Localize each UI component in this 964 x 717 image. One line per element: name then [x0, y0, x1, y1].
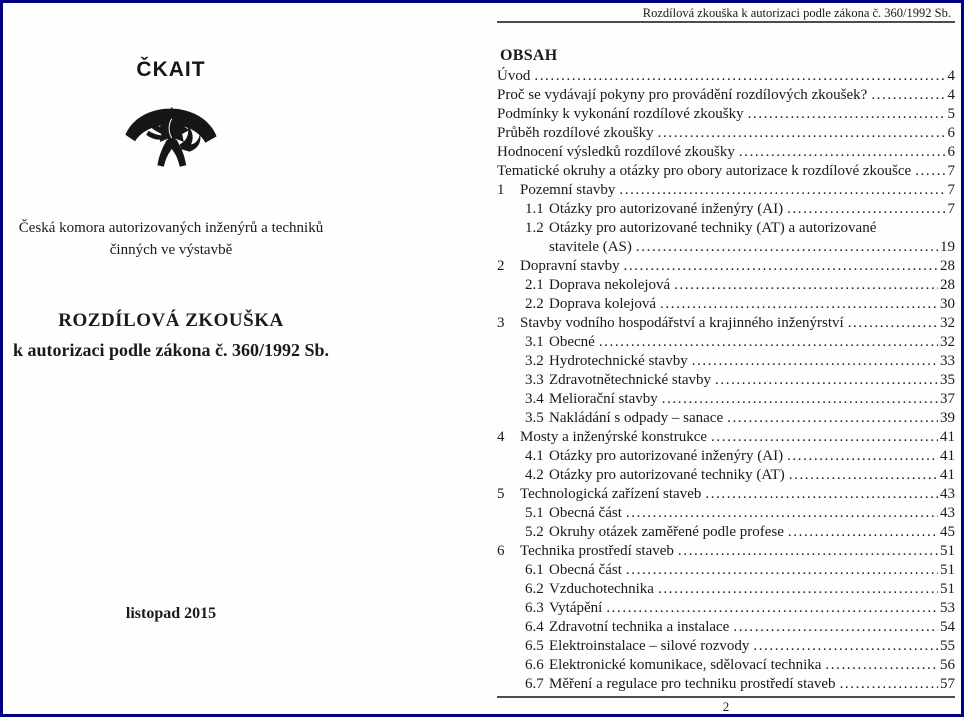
toc-entry [497, 542, 955, 561]
toc-entry-number: 6.2 [525, 581, 544, 597]
toc-dot-leader [626, 504, 938, 523]
toc-dot-leader [636, 238, 938, 257]
toc-entry-page: 32 [940, 334, 955, 350]
toc-entry [497, 257, 955, 276]
toc-dot-leader [748, 105, 945, 124]
toc-entry-number: 5.2 [525, 524, 544, 540]
toc-dot-leader [626, 561, 938, 580]
toc-dot-leader [727, 409, 938, 428]
toc-entry-label: Úvod [497, 68, 531, 84]
toc-entry-page: 35 [940, 372, 955, 388]
toc-entry-number: 5 [497, 486, 505, 502]
toc-entry-label: Doprava kolejová [549, 296, 657, 312]
toc-entry-page: 4 [947, 68, 955, 84]
toc-dot-leader [660, 295, 938, 314]
toc-entry-label: Otázky pro autorizované inženýry (AI) [549, 201, 784, 217]
toc-entry [525, 504, 955, 523]
toc-entry [497, 67, 955, 86]
toc-entry-page: 41 [940, 448, 955, 464]
footer-rule [497, 696, 955, 698]
toc-dot-leader [915, 162, 945, 181]
toc-dot-leader [678, 542, 938, 561]
toc-entry-page: 45 [940, 524, 955, 540]
toc-dot-leader [733, 618, 938, 637]
toc-entry [525, 599, 955, 618]
toc-entry [525, 390, 955, 409]
toc-entry-number: 3.3 [525, 372, 544, 388]
toc-entry-label: Hydrotechnické stavby [549, 353, 688, 369]
toc-entry-page: 28 [940, 258, 955, 274]
toc-entry-number: 3.2 [525, 353, 544, 369]
ckait-logo-emblem [119, 82, 223, 178]
toc-entry-page: 32 [940, 315, 955, 331]
toc-entry-label: Obecná část [549, 562, 622, 578]
toc-entry-label: stavitele (AS) [549, 239, 632, 255]
toc-dot-leader [787, 200, 945, 219]
toc-entry-label: Stavby vodního hospodářství a krajinného inženýrství [520, 315, 844, 331]
toc-entry-page: 39 [940, 410, 955, 426]
toc-entry-label: Zdravotnětechnické stavby [549, 372, 712, 388]
toc-dot-leader [705, 485, 938, 504]
toc-list [497, 67, 955, 694]
toc-dot-leader [848, 314, 938, 333]
toc-entry-number: 3 [497, 315, 505, 331]
toc-entry-page: 55 [940, 638, 955, 654]
toc-entry-page: 7 [947, 182, 955, 198]
toc-dot-leader [715, 371, 938, 390]
toc-entry [525, 561, 955, 580]
toc-entry-page: 19 [940, 239, 955, 255]
toc-entry-page: 41 [940, 429, 955, 445]
toc-entry [497, 181, 955, 200]
toc-entry-label: Pozemní stavby [520, 182, 616, 198]
toc-section [497, 46, 955, 694]
toc-entry [525, 466, 955, 485]
toc-entry [525, 333, 955, 352]
toc-entry-label: Elektroinstalace – silové rozvody [549, 638, 750, 654]
page-number: 2 [722, 699, 730, 714]
toc-entry-page: 54 [940, 619, 955, 635]
toc-entry-page: 7 [947, 163, 955, 179]
toc-entry-label: Zdravotní technika a instalace [549, 619, 730, 635]
toc-entry-page: 43 [940, 486, 955, 502]
toc-entry [525, 523, 955, 542]
toc-entry-label: Obecná část [549, 505, 622, 521]
toc-entry-number: 4.2 [525, 467, 544, 483]
toc-entry [525, 219, 955, 238]
toc-entry-page: 56 [940, 657, 955, 673]
toc-entry-label: Elektronické komunikace, sdělovací technika [549, 657, 822, 673]
toc-entry-page: 4 [947, 87, 955, 103]
toc-entry-label: Mosty a inženýrské konstrukce [520, 429, 708, 445]
toc-entry-label: Otázky pro autorizované inženýry (AI) [549, 448, 784, 464]
organization-name-line2: činných ve výstavbě [109, 242, 233, 258]
toc-entry [497, 428, 955, 447]
toc-entry-number: 1 [497, 182, 505, 198]
toc-entry-page: 51 [940, 543, 955, 559]
toc-dot-leader [658, 580, 938, 599]
toc-entry-number: 5.1 [525, 505, 544, 521]
toc-entry [497, 105, 955, 124]
toc-entry-page: 7 [947, 201, 955, 217]
document-title-line2: k autorizaci podle zákona č. 360/1992 Sb. [12, 340, 330, 360]
toc-entry-number: 1.1 [525, 201, 544, 217]
toc-entry [497, 485, 955, 504]
toc-entry-number: 2 [497, 258, 505, 274]
toc-entry [525, 200, 955, 219]
toc-entry-page: 6 [947, 125, 955, 141]
toc-entry-label: Proč se vydávají pokyny pro provádění rozdílových zkoušek? [497, 87, 868, 103]
toc-dot-leader [624, 257, 938, 276]
toc-entry [549, 238, 955, 257]
toc-entry [525, 276, 955, 295]
toc-entry [525, 637, 955, 656]
organization-name-line1: Česká komora autorizovaných inženýrů a techniků [18, 220, 324, 236]
document-title-line1: ROZDÍLOVÁ ZKOUŠKA [58, 310, 284, 331]
toc-entry-page: 5 [947, 106, 955, 122]
running-header-title: Rozdílová zkouška k autorizaci podle zákona č. 360/1992 Sb. [642, 6, 951, 20]
toc-dot-leader [674, 276, 938, 295]
toc-entry-page: 41 [940, 467, 955, 483]
toc-entry [525, 295, 955, 314]
document-title [6, 309, 336, 361]
toc-entry-number: 4 [497, 429, 505, 445]
cover-page [6, 3, 336, 714]
toc-entry-label: Meliorační stavby [549, 391, 658, 407]
toc-entry-page: 28 [940, 277, 955, 293]
toc-entry-label: Tematické okruhy a otázky pro obory autorizace k rozdílové zkoušce [497, 163, 912, 179]
toc-entry-page: 53 [940, 600, 955, 616]
toc-entry-number: 6.1 [525, 562, 544, 578]
toc-entry [525, 371, 955, 390]
toc-dot-leader [662, 390, 938, 409]
toc-entry [497, 314, 955, 333]
toc-dot-leader [739, 143, 945, 162]
toc-entry-label: Průběh rozdílové zkoušky [497, 125, 654, 141]
toc-entry-label: Podmínky k vykonání rozdílové zkoušky [497, 106, 744, 122]
publication-date: listopad 2015 [125, 605, 217, 622]
toc-dot-leader [711, 428, 938, 447]
toc-entry-page: 57 [940, 676, 955, 692]
toc-entry-page: 51 [940, 581, 955, 597]
toc-entry-number: 6.3 [525, 600, 544, 616]
toc-entry-number: 6.5 [525, 638, 544, 654]
toc-dot-leader [789, 466, 938, 485]
toc-entry-label: Okruhy otázek zaměřené podle profese [549, 524, 784, 540]
toc-entry-label: Dopravní stavby [520, 258, 620, 274]
toc-entry-label: Vytápění [549, 600, 603, 616]
toc-entry [525, 580, 955, 599]
toc-entry-label: Technika prostředí staveb [520, 543, 674, 559]
toc-entry-page: 6 [947, 144, 955, 160]
header-rule [497, 21, 955, 23]
toc-entry-number: 2.2 [525, 296, 544, 312]
toc-entry-label: Doprava nekolejová [549, 277, 671, 293]
toc-dot-leader [825, 656, 938, 675]
toc-entry-label: Obecné [549, 334, 595, 350]
toc-entry [497, 143, 955, 162]
toc-entry [525, 656, 955, 675]
toc-entry-page: 30 [940, 296, 955, 312]
toc-entry-number: 6 [497, 543, 505, 559]
toc-entry [525, 675, 955, 694]
toc-dot-leader [606, 599, 938, 618]
toc-dot-leader [658, 124, 945, 143]
ckait-logo [6, 59, 336, 178]
toc-entry-label: Hodnocení výsledků rozdílové zkoušky [497, 144, 735, 160]
toc-entry-label: Otázky pro autorizované techniky (AT) [549, 467, 785, 483]
toc-entry-label: Technologická zařízení staveb [520, 486, 702, 502]
toc-dot-leader [619, 181, 945, 200]
ckait-logo-text: ČKAIT [136, 58, 206, 81]
toc-entry-number: 4.1 [525, 448, 544, 464]
toc-entry-number: 3.4 [525, 391, 544, 407]
toc-entry-number: 6.4 [525, 619, 544, 635]
toc-dot-leader [753, 637, 938, 656]
toc-entry-number: 2.1 [525, 277, 544, 293]
toc-entry-page: 33 [940, 353, 955, 369]
toc-entry-number: 3.5 [525, 410, 544, 426]
toc-entry-number: 6.6 [525, 657, 544, 673]
toc-entry [525, 409, 955, 428]
toc-entry [525, 352, 955, 371]
toc-entry-page: 43 [940, 505, 955, 521]
organization-name [6, 217, 336, 261]
toc-heading: OBSAH [500, 47, 558, 64]
toc-entry [497, 86, 955, 105]
toc-dot-leader [840, 675, 938, 694]
toc-entry-page: 37 [940, 391, 955, 407]
toc-dot-leader [871, 86, 945, 105]
toc-entry-page: 51 [940, 562, 955, 578]
toc-entry-number: 1.2 [525, 220, 544, 236]
toc-entry [525, 618, 955, 637]
toc-entry [525, 447, 955, 466]
toc-entry-label: Vzduchotechnika [549, 581, 654, 597]
toc-entry-label: Nakládání s odpady – sanace [549, 410, 724, 426]
toc-dot-leader [787, 447, 938, 466]
toc-entry-number: 6.7 [525, 676, 544, 692]
toc-entry-label: Měření a regulace pro techniku prostředí staveb [549, 676, 836, 692]
toc-entry [497, 124, 955, 143]
toc-entry-label: Otázky pro autorizované techniky (AT) a autorizované [549, 220, 877, 236]
toc-entry [497, 162, 955, 181]
toc-dot-leader [599, 333, 938, 352]
toc-dot-leader [788, 523, 938, 542]
toc-entry-number: 3.1 [525, 334, 544, 350]
toc-dot-leader [534, 67, 945, 86]
toc-dot-leader [692, 352, 938, 371]
